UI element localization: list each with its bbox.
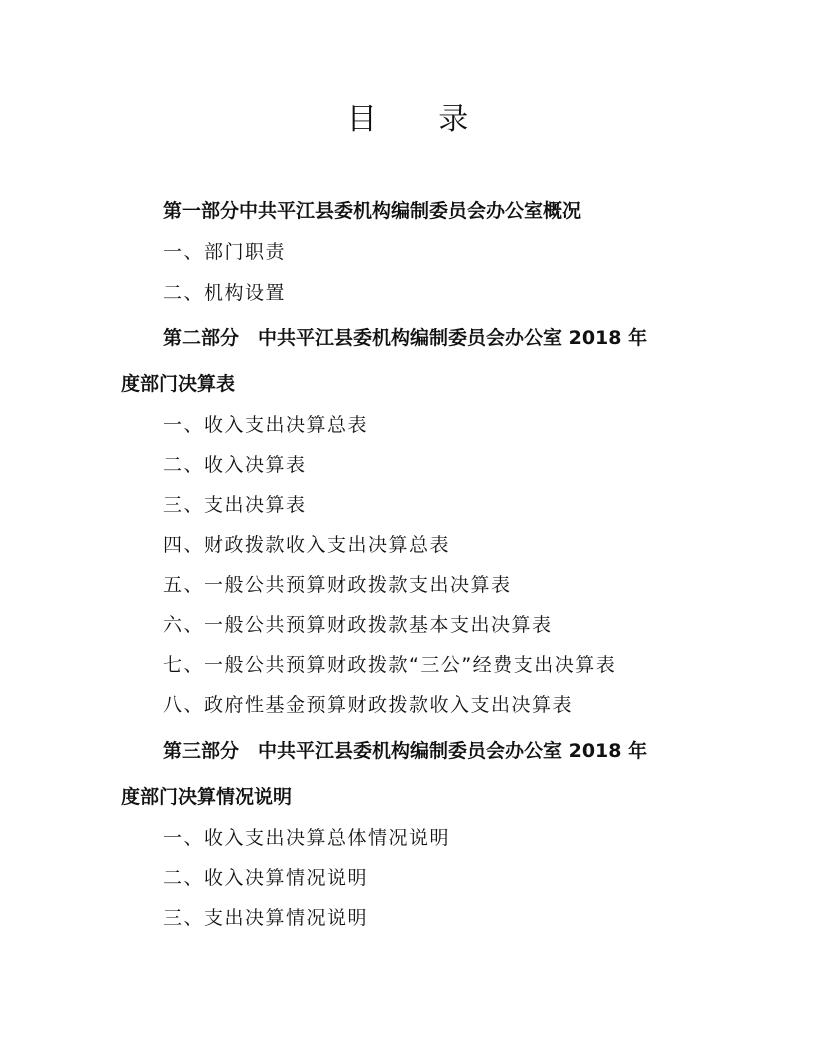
part2-item-7: 七、一般公共预算财政拨款“三公”经费支出决算表 bbox=[163, 654, 617, 676]
part3-item-1: 一、收入支出决算总体情况说明 bbox=[163, 827, 451, 849]
part3-heading-line1: 第三部分 中共平江县委机构编制委员会办公室 2018 年 bbox=[163, 740, 648, 762]
part1-heading: 第一部分中共平江县委机构编制委员会办公室概况 bbox=[163, 200, 582, 222]
part2-heading-line1: 第二部分 中共平江县委机构编制委员会办公室 2018 年 bbox=[163, 327, 648, 349]
part3-item-2: 二、收入决算情况说明 bbox=[163, 867, 369, 889]
part2-heading-line2: 度部门决算表 bbox=[121, 373, 236, 395]
part3-item-3: 三、支出决算情况说明 bbox=[163, 907, 369, 929]
page-title: 目 录 bbox=[346, 102, 495, 137]
part1-item-1: 一、部门职责 bbox=[163, 241, 287, 263]
part2-item-5: 五、一般公共预算财政拨款支出决算表 bbox=[163, 574, 512, 596]
part2-item-3: 三、支出决算表 bbox=[163, 494, 307, 516]
part2-item-1: 一、收入支出决算总表 bbox=[163, 414, 369, 436]
part2-item-8: 八、政府性基金预算财政拨款收入支出决算表 bbox=[163, 694, 574, 716]
part3-heading-line2: 度部门决算情况说明 bbox=[121, 786, 293, 808]
part2-item-2: 二、收入决算表 bbox=[163, 454, 307, 476]
part2-item-4: 四、财政拨款收入支出决算总表 bbox=[163, 534, 451, 556]
part2-item-6: 六、一般公共预算财政拨款基本支出决算表 bbox=[163, 614, 553, 636]
part1-item-2: 二、机构设置 bbox=[163, 282, 287, 304]
